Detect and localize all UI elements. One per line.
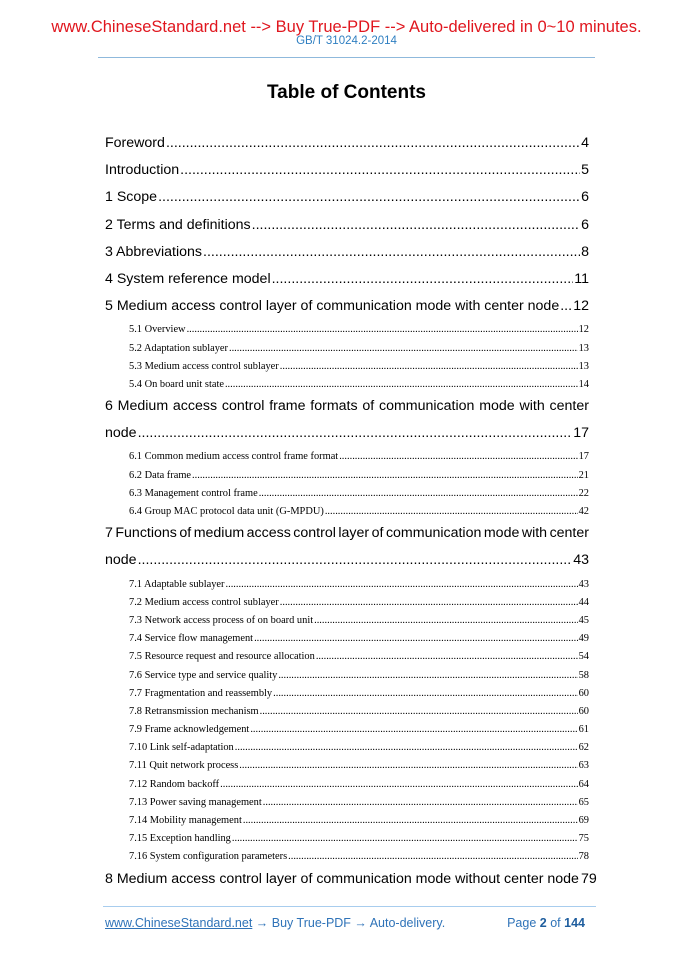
of-label: of — [550, 916, 561, 930]
toc-entry[interactable] — [105, 296, 589, 323]
promo-banner: www.ChineseStandard.net --> Buy True-PDF --> Auto-delivered in 0~10 minutes. — [51, 18, 642, 36]
dot-leader — [220, 778, 577, 792]
toc-entry-page: 6 — [581, 216, 589, 233]
toc-entry-page: 45 — [578, 614, 589, 626]
dot-leader — [138, 550, 573, 570]
toc-word: access — [172, 398, 218, 415]
footer — [105, 916, 585, 930]
toc-entry-page: 69 — [578, 815, 589, 826]
toc-entry[interactable] — [105, 269, 589, 296]
toc-entry[interactable] — [105, 242, 589, 269]
toc-entry-title: 5.2 Adaptation sublayer — [129, 342, 228, 354]
current-page: 2 — [539, 916, 547, 930]
header-divider — [98, 57, 595, 58]
toc-word: layer — [338, 525, 370, 542]
toc-entry-page: 13 — [578, 342, 589, 354]
toc-entry-title: 7.3 Network access process of on board unit — [129, 614, 314, 626]
toc-word: of — [371, 525, 384, 542]
toc-entry[interactable] — [105, 741, 589, 759]
toc-entry-page: 60 — [578, 705, 589, 717]
toc-word: center — [549, 525, 589, 542]
dot-leader — [138, 423, 573, 443]
toc-word: center — [549, 398, 589, 415]
toc-entry-page: 12 — [573, 298, 589, 315]
dot-leader — [254, 632, 578, 646]
dot-leader — [339, 450, 577, 464]
toc-entry-title: 7.13 Power saving management — [129, 796, 262, 808]
dot-leader — [560, 296, 572, 316]
dot-leader — [250, 723, 577, 737]
toc-entry[interactable] — [105, 578, 589, 596]
toc-entry[interactable] — [105, 723, 589, 741]
toc-entry[interactable] — [105, 160, 589, 187]
toc-word: of — [179, 525, 192, 542]
toc-entry-title: 7.2 Medium access control sublayer — [129, 596, 279, 608]
dot-leader — [166, 133, 580, 153]
toc-entry[interactable] — [105, 669, 589, 687]
toc-entry-title: 7.12 Random backoff — [129, 778, 220, 790]
dot-leader — [316, 650, 578, 664]
toc-entry[interactable] — [105, 342, 589, 360]
toc-entry-page: 8 — [581, 243, 589, 260]
dot-leader — [278, 669, 577, 683]
dot-leader — [314, 614, 578, 628]
dot-leader — [272, 269, 574, 289]
dot-leader — [263, 796, 578, 810]
toc-entry-title: 2 Terms and definitions — [105, 216, 251, 233]
toc-entry[interactable] — [105, 705, 589, 723]
toc-entry-page: 43 — [573, 552, 589, 569]
toc-entry[interactable] — [105, 759, 589, 777]
toc-entry-page: 61 — [578, 724, 589, 736]
dot-leader — [235, 741, 578, 755]
toc-entry-page: 49 — [578, 633, 589, 645]
toc-word: mode — [483, 525, 520, 542]
toc-entry-page: 79 — [580, 870, 597, 887]
toc-entry-title: 3 Abbreviations — [105, 243, 203, 260]
toc-entry-page: 21 — [578, 469, 589, 481]
dot-leader — [259, 487, 578, 501]
toc-word: frame — [269, 398, 306, 415]
dot-leader — [158, 187, 580, 207]
dot-leader — [288, 850, 577, 864]
dot-leader — [252, 215, 580, 235]
toc-word: 7 — [105, 525, 113, 542]
standard-number: GB/T 31024.2-2014 — [296, 35, 397, 47]
toc-entry-title: Introduction — [105, 162, 180, 179]
dot-leader — [180, 160, 580, 180]
toc-entry[interactable] — [105, 469, 589, 487]
toc-entry-page: 78 — [578, 851, 589, 863]
dot-leader — [280, 360, 578, 374]
dot-leader — [232, 832, 578, 846]
toc-entry-title: 4 System reference model — [105, 270, 271, 287]
toc-entry-page: 64 — [578, 778, 589, 790]
toc-entry-page: 54 — [578, 651, 589, 663]
toc-entry-page: 12 — [578, 324, 589, 336]
toc-entry-title: 7.9 Frame acknowledgement — [129, 724, 250, 736]
toc-entry-page: 6 — [581, 189, 589, 206]
toc-word: with — [521, 525, 548, 542]
toc-entry-title: 7.11 Quit network process — [129, 760, 239, 772]
page-title: Table of Contents — [266, 82, 427, 103]
toc-entry-title: 7.8 Retransmission mechanism — [129, 705, 259, 717]
toc-entry[interactable] — [105, 187, 589, 214]
toc-word: access — [246, 525, 291, 542]
toc-entry[interactable] — [105, 778, 589, 796]
toc-entry-page: 4 — [581, 135, 589, 151]
toc-entry-title: 5.3 Medium access control sublayer — [129, 360, 279, 372]
toc-entry-title-line[interactable] — [105, 396, 589, 423]
toc-entry[interactable] — [105, 450, 589, 468]
dot-leader — [243, 814, 578, 828]
toc-entry-page: 17 — [573, 425, 589, 442]
toc-entry-page: 58 — [578, 669, 589, 681]
toc-word: 6 — [105, 398, 113, 415]
toc-entry-title: 7.7 Fragmentation and reassembly — [129, 687, 273, 699]
toc-word: Functions — [115, 525, 177, 542]
toc-entry-title: 8 Medium access control layer of communication mode without center node — [105, 870, 579, 887]
dot-leader — [187, 323, 578, 337]
toc-entry[interactable] — [105, 687, 589, 705]
toc-word: medium — [193, 525, 245, 542]
total-pages: 144 — [564, 916, 585, 930]
toc-entry[interactable] — [105, 814, 589, 832]
table-of-contents — [105, 133, 597, 896]
toc-entry-title: 7.4 Service flow management — [129, 633, 254, 645]
toc-entry[interactable] — [105, 487, 589, 505]
toc-entry[interactable] — [105, 832, 589, 850]
toc-entry-page: 42 — [578, 506, 589, 517]
toc-word: formats — [310, 398, 358, 415]
toc-word: with — [519, 398, 545, 415]
toc-entry-title: 6.2 Data frame — [129, 469, 192, 481]
toc-entry-title: 7.6 Service type and service quality — [129, 669, 278, 681]
dot-leader — [229, 342, 578, 356]
toc-entry-title: 1 Scope — [105, 189, 158, 206]
toc-entry-title: 7.5 Resource request and resource allocation — [129, 651, 315, 663]
dot-leader — [192, 469, 578, 483]
toc-entry[interactable] — [105, 796, 589, 814]
toc-entry-page: 65 — [578, 796, 589, 808]
toc-entry-page: 13 — [578, 360, 589, 372]
toc-entry-page: 5 — [581, 162, 589, 179]
toc-word: of — [362, 398, 375, 415]
toc-entry[interactable] — [105, 614, 589, 632]
toc-word: Medium — [117, 398, 169, 415]
toc-word: control — [221, 398, 265, 415]
page-label: Page — [507, 916, 537, 930]
toc-entry[interactable] — [105, 650, 589, 668]
dot-leader — [325, 505, 578, 519]
toc-entry-page: 11 — [574, 270, 589, 287]
toc-entry-page: 60 — [578, 687, 589, 699]
toc-entry-page: 17 — [578, 451, 589, 463]
toc-entry-title: 6.4 Group MAC protocol data unit (G-MPDU) — [129, 506, 324, 517]
toc-entry[interactable] — [105, 632, 589, 650]
toc-entry[interactable] — [105, 323, 589, 341]
dot-leader — [226, 578, 578, 592]
toc-entry[interactable] — [105, 423, 589, 450]
toc-entry-page: 63 — [578, 760, 589, 772]
toc-entry[interactable] — [105, 850, 589, 868]
toc-word: communication — [379, 398, 475, 415]
toc-entry-title: 6.3 Management control frame — [129, 487, 258, 499]
toc-entry[interactable] — [105, 133, 589, 160]
toc-entry[interactable] — [105, 360, 589, 378]
toc-entry-title: 5.4 On board unit state — [129, 378, 224, 390]
toc-entry-page: 14 — [578, 378, 589, 390]
dot-leader — [225, 378, 578, 392]
dot-leader — [273, 687, 577, 701]
toc-entry[interactable] — [105, 505, 589, 523]
toc-word: control — [293, 525, 336, 542]
toc-entry-title: 5 Medium access control layer of communication mode with center node — [105, 298, 560, 315]
page-indicator — [507, 916, 585, 930]
footer-text: → Buy True-PDF → Auto-delivery. — [252, 916, 446, 930]
toc-entry-page: 62 — [578, 742, 589, 754]
dot-leader — [280, 596, 578, 610]
dot-leader — [239, 759, 577, 773]
toc-word: communication — [385, 525, 482, 542]
toc-entry-page: 44 — [578, 596, 589, 608]
dot-leader — [260, 705, 578, 719]
toc-entry-title: 5.1 Overview — [129, 324, 186, 336]
toc-entry[interactable] — [105, 378, 589, 396]
toc-entry-page: 75 — [578, 833, 589, 845]
website-link[interactable]: www.ChineseStandard.net — [105, 916, 253, 930]
toc-entry[interactable] — [105, 596, 589, 614]
footer-divider — [103, 906, 596, 907]
toc-entry-page: 43 — [578, 578, 589, 590]
toc-entry-title: 7.15 Exception handling — [129, 833, 231, 845]
toc-entry[interactable] — [105, 550, 589, 577]
toc-entry[interactable] — [105, 215, 589, 242]
toc-entry-title-line[interactable] — [105, 523, 589, 550]
toc-entry-page: 22 — [578, 487, 589, 499]
dot-leader — [203, 242, 580, 262]
toc-entry-title: 7.16 System configuration parameters — [129, 851, 288, 863]
toc-entry-title: Foreword — [105, 135, 165, 151]
toc-entry-title: 7.10 Link self-adaptation — [129, 742, 234, 754]
toc-entry-title: 6.1 Common medium access control frame format — [129, 451, 339, 463]
toc-entry-title: node — [105, 552, 137, 569]
toc-entry-title: node — [105, 425, 137, 442]
toc-entry-title: 7.1 Adaptable sublayer — [129, 578, 225, 590]
toc-word: mode — [479, 398, 515, 415]
toc-entry-title: 7.14 Mobility management — [129, 815, 242, 826]
toc-entry[interactable] — [105, 869, 597, 896]
